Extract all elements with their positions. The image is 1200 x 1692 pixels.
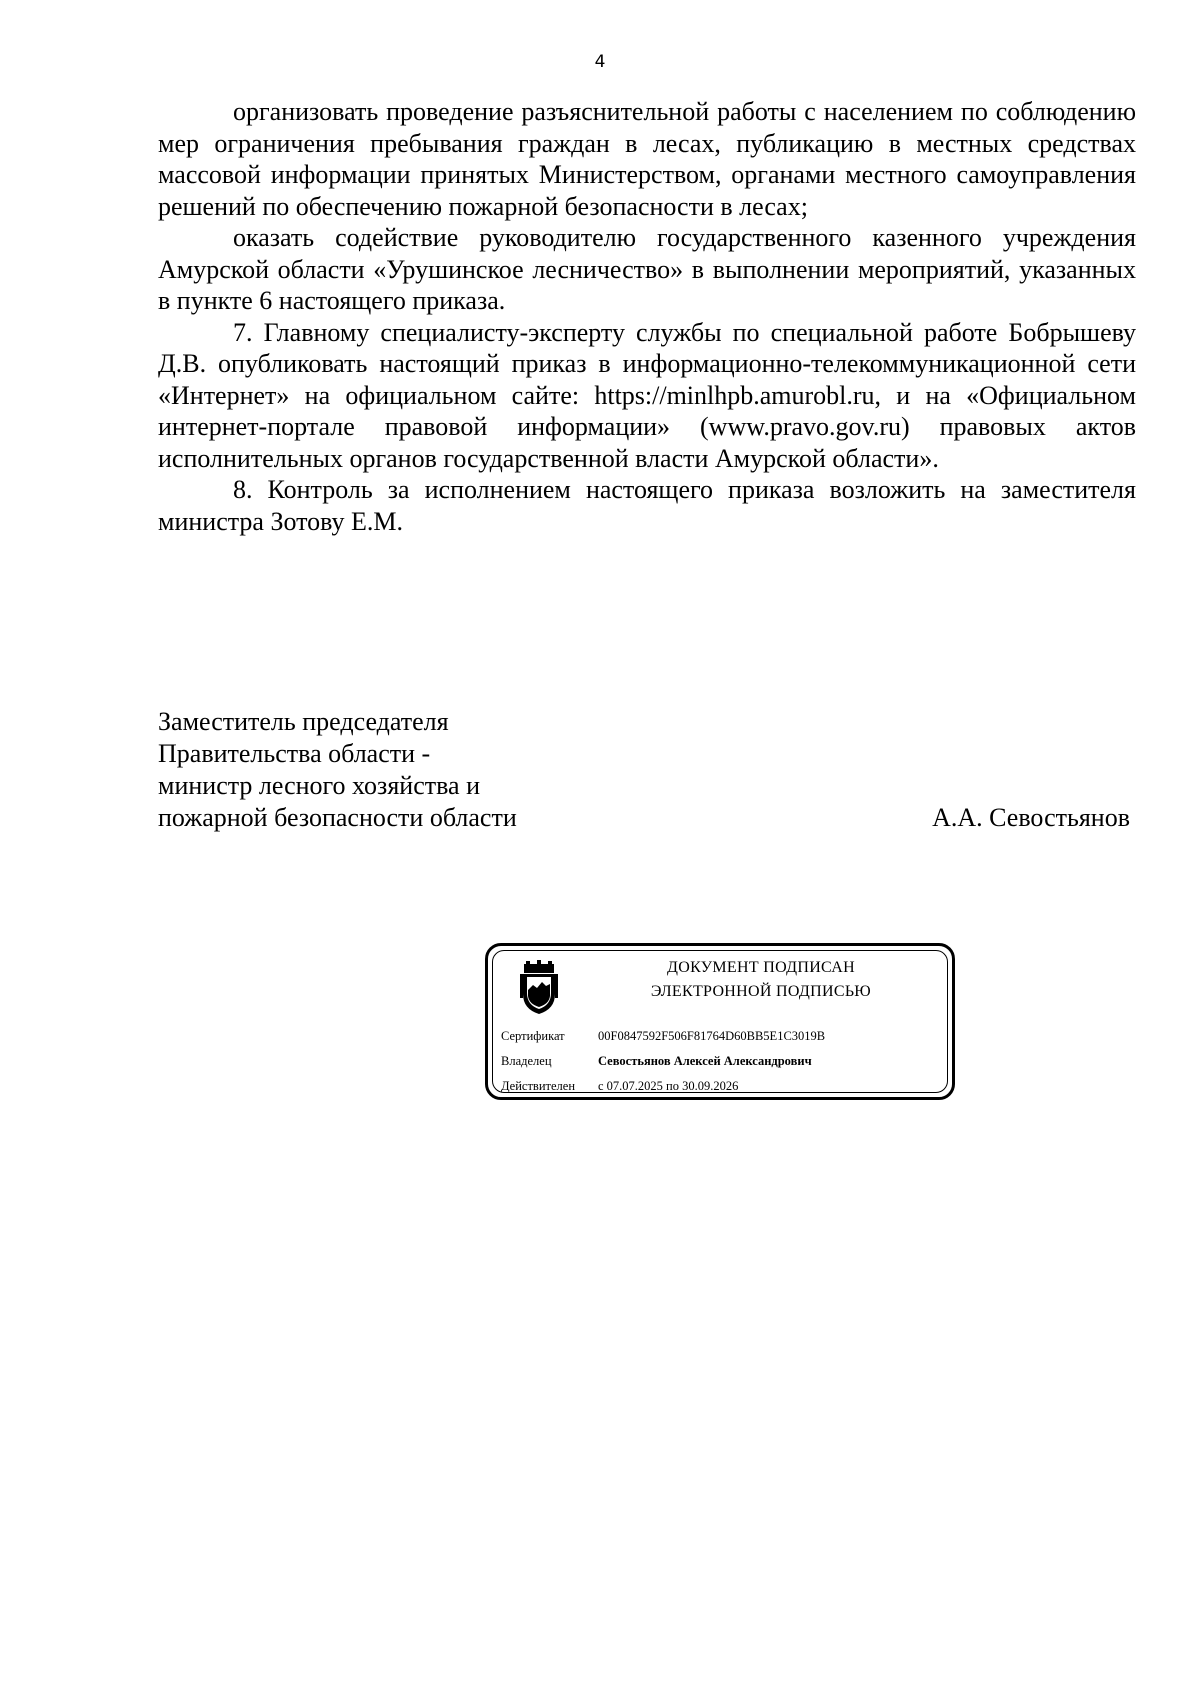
document-body [158,96,1136,537]
stamp-title-line-1: ДОКУМЕНТ ПОДПИСАН [667,959,855,976]
paragraph-item-7: 7. Главному специалисту-эксперту службы по специальной работе Бобрышеву Д.В. опубликовать настоящий приказ в информационно-телекоммуникационной сети «Интернет» на официальном сайте: https://minlhpb.amurobl.ru, и на «Официальном интернет-портале правовой информации» (www.pravo.gov.ru) правовых актов исполнительных органов государственной власти Амурской области». [158,317,1136,473]
paragraph-forestry-assistance: оказать содействие руководителю государственного казенного учреждения Амурской области «Урушинское лесничество» в выполнении мероприятий, указанных в пункте 6 настоящего приказа. [158,223,1136,315]
signature-block [158,706,1136,834]
stamp-details [501,1024,825,1099]
stamp-title-line-2: ЭЛЕКТРОННОЙ ПОДПИСЬЮ [650,983,872,1000]
owner-label: Владелец [501,1054,552,1068]
amur-region-coat-of-arms-icon [516,960,562,1016]
certificate-value: 00F0847592F506F81764D60BB5E1C3019B [598,1029,826,1043]
owner-value: Севостьянов Алексей Александрович [598,1054,812,1068]
certificate-label: Сертификат [501,1029,565,1043]
stamp-owner-row [501,1049,825,1074]
paragraph-explanatory-work: организовать проведение разъяснительной работы с населением по соблюдению мер ограничения пребывания граждан в лесах, публикацию в местных средствах массовой информации принятых Министерством, органами местного самоуправления решений по обеспечению пожарной безопасности в лесах; [158,97,1136,221]
stamp-certificate-row [501,1024,825,1049]
signatory-position: Заместитель председателя Правительства области - министр лесного хозяйства и пожарной безопасности области [158,707,517,832]
validity-label: Действителен [501,1079,576,1093]
validity-value: с 07.07.2025 по 30.09.2026 [598,1079,739,1093]
paragraph-item-8: 8. Контроль за исполнением настоящего приказа возложить на заместителя министра Зотову Е.М. [158,475,1136,536]
signatory-name: А.А. Севостьянов [932,803,1130,832]
stamp-validity-row [501,1074,825,1099]
page-number: 4 [594,52,606,72]
electronic-signature-stamp [485,943,955,1100]
stamp-title [596,956,926,1004]
